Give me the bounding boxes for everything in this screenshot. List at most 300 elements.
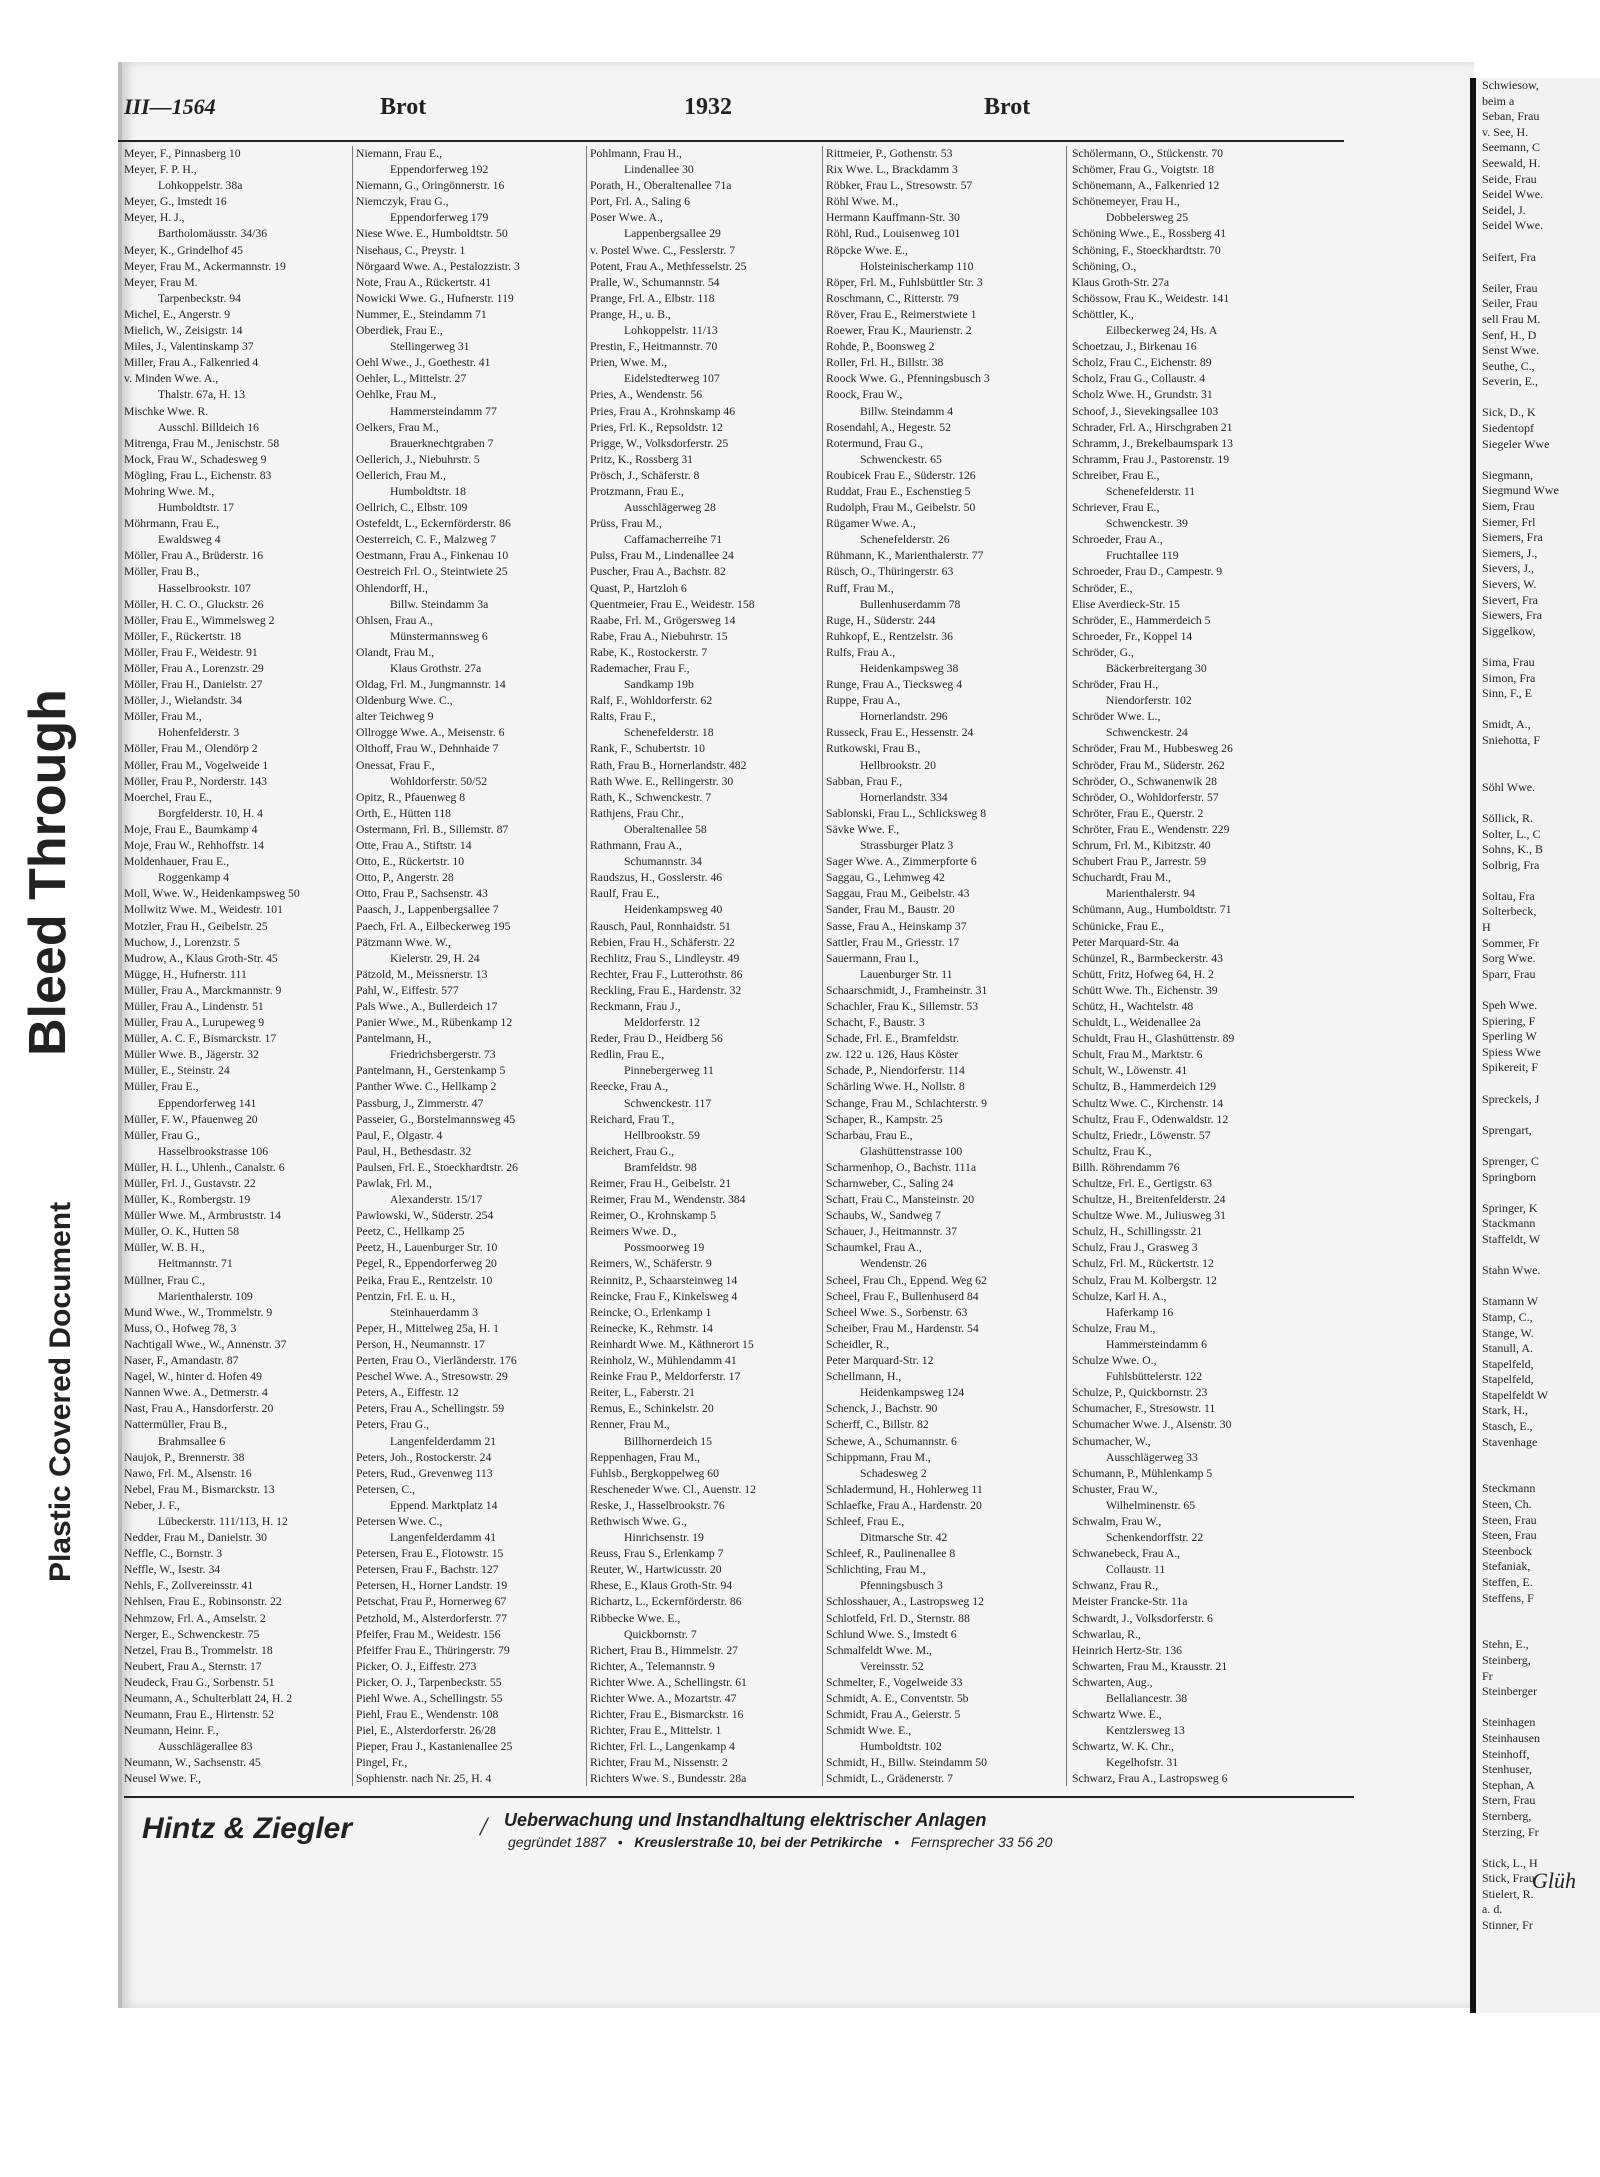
facing-page-entry: Stange, W. [1482, 1325, 1534, 1340]
facing-page-entry: Stefaniak, [1482, 1559, 1531, 1574]
facing-page-entry: Seuthe, C., [1482, 358, 1535, 373]
directory-entry: Scharnweber, C., Saling 24 [826, 1177, 954, 1190]
directory-entry: Saggau, G., Lehmweg 42 [826, 871, 945, 885]
facing-page-entry [1476, 702, 1600, 718]
directory-entry: Piehl Wwe. A., Schellingstr. 55 [356, 1692, 503, 1705]
directory-entry: Richters Wwe. S., Bundesstr. 28a [590, 1772, 747, 1786]
directory-entry: Schleef, R., Paulinenallee 8 [826, 1547, 956, 1561]
directory-entry: Mund Wwe., W., Trommelstr. 9 [124, 1305, 273, 1319]
directory-entry: Neusel Wwe. F., [124, 1772, 202, 1786]
directory-entry: Wilhelminenstr. 65 [1106, 1498, 1196, 1512]
directory-entry: Schlaefke, Frau A., Hardenstr. 20 [826, 1498, 982, 1512]
directory-entry: Meyer, K., Grindelhof 45 [124, 243, 243, 257]
directory-entry: Lauenburger Str. 11 [860, 967, 953, 981]
directory-entry: Peters, Frau A., Schellingstr. 59 [356, 1402, 505, 1416]
directory-entry: Pries, Frau A., Krohnskamp 46 [590, 404, 736, 418]
directory-entry: Möller, Frau A., Lorenzstr. 29 [124, 662, 264, 675]
directory-entry: Schrum, Frl. M., Kibitzstr. 40 [1072, 839, 1211, 853]
directory-entry: Roubicek Frau E., Süderstr. 126 [826, 468, 976, 482]
directory-entry: Prange, Frl. A., Elbstr. 118 [590, 291, 715, 305]
directory-entry: Peetz, H., Lauenburger Str. 10 [356, 1241, 498, 1255]
directory-entry: Rutkowski, Frau B., [826, 742, 921, 756]
facing-page-entry: Seide, Frau [1482, 171, 1537, 186]
facing-page-entry: beim a [1482, 93, 1515, 108]
facing-page-entry [1476, 452, 1600, 468]
directory-entry: Schmidt, H., Billw. Steindamm 50 [826, 1756, 987, 1770]
directory-entry: Lohkoppelstr. 11/13 [624, 324, 718, 338]
directory-entry: Nawo, Frl. M., Alsenstr. 16 [124, 1466, 252, 1480]
directory-entry: Möller, Frau E., Wimmelsweg 2 [124, 613, 275, 627]
directory-entry: Peters, Frau G., [356, 1418, 430, 1432]
directory-entry: Schroeder, Frau D., Campestr. 9 [1072, 565, 1223, 579]
directory-entry: Oldenburg Wwe. C., [356, 694, 453, 708]
directory-entry: Meyer, F. P. H., [124, 163, 197, 177]
facing-page-entry: Stapelfeld, [1482, 1372, 1534, 1387]
directory-entry: Schult, W., Löwenstr. 41 [1072, 1064, 1188, 1078]
directory-entry: Quentmeier, Frau E., Weidestr. 158 [590, 597, 755, 611]
column-divider [586, 146, 587, 1786]
directory-entry: Schange, Frau M., Schlachterstr. 9 [826, 1096, 987, 1110]
directory-entry: Schröter, Frau E., Wendenstr. 229 [1072, 822, 1230, 836]
directory-entry: Remus, E., Schinkelstr. 20 [590, 1402, 714, 1416]
facing-page-entry: Stinner, Fr [1482, 1918, 1533, 1933]
header-year: 1932 [684, 94, 732, 120]
facing-page-entry: Stick, Frau [1482, 1871, 1535, 1886]
directory-entry: Schultz Wwe. C., Kirchenstr. 14 [1072, 1096, 1224, 1110]
directory-entry: Prange, H., u. B., [590, 307, 671, 321]
directory-entry: Schenefelderstr. 26 [860, 533, 950, 547]
directory-entry: Roller, Frl. H., Billstr. 38 [826, 356, 944, 370]
directory-entry: Schenck, J., Bachstr. 90 [826, 1402, 938, 1416]
facing-page-entry [1476, 749, 1600, 765]
directory-entry: Rath Wwe. E., Rellingerstr. 30 [590, 774, 734, 788]
facing-page-entry: Söhl Wwe. [1482, 779, 1536, 794]
directory-entry: Scheel, Frau F., Bullenhuserd 84 [826, 1289, 979, 1303]
directory-entry: Rathjens, Frau Chr., [590, 806, 684, 820]
directory-entry: Pfeifer, Frau M., Weidestr. 156 [356, 1627, 501, 1641]
directory-entry: Protzmann, Frau E., [590, 484, 684, 498]
directory-entry: Rix Wwe. L., Brackdamm 3 [826, 163, 958, 177]
directory-entry: Niendorferstr. 102 [1106, 694, 1192, 708]
facing-page-entry: Steinberg, [1482, 1652, 1531, 1667]
directory-entry: Mock, Frau W., Schadesweg 9 [124, 452, 267, 466]
facing-page-entry: Sperling W [1482, 1029, 1537, 1044]
directory-entry: Schleef, Frau E., [826, 1514, 905, 1528]
facing-page-entry [1476, 265, 1600, 281]
directory-entry: Neudeck, Frau G., Sorbenstr. 51 [124, 1675, 275, 1689]
directory-entry: Neubert, Frau A., Sternstr. 17 [124, 1659, 262, 1673]
directory-entry: Müller, Frau G., [124, 1128, 200, 1142]
facing-page-entry: Stackmann [1482, 1216, 1536, 1231]
directory-entry: Oestreich Frl. O., Steintwiete 25 [356, 565, 508, 579]
facing-page-entry: Stanull, A. [1482, 1341, 1534, 1356]
directory-entry: Nehmzow, Frl. A., Amselstr. 2 [124, 1611, 266, 1625]
directory-entry: Meister Francke-Str. 11a [1072, 1595, 1188, 1609]
directory-entry: Heitmannstr. 71 [158, 1257, 233, 1271]
directory-entry: Roewer, Frau K., Maurienstr. 2 [826, 324, 972, 338]
facing-page-entry: Sievers, J., [1482, 561, 1534, 576]
facing-page-entry: Sima, Frau [1482, 654, 1535, 669]
facing-page-entry: Sievers, W. [1482, 577, 1537, 591]
directory-entry: Pentzin, Frl. E. u. H., [356, 1289, 456, 1303]
directory-entry: Meyer, F., Pinnasberg 10 [124, 147, 241, 160]
directory-entry: Schröter, Frau E., Querstr. 2 [1072, 806, 1204, 820]
directory-entry: Schröder, G., [1072, 645, 1134, 659]
directory-entry: Otto, Frau P., Sachsenstr. 43 [356, 887, 488, 901]
directory-entry: Rudolph, Frau M., Geibelstr. 50 [826, 501, 976, 515]
directory-entry: Otto, E., Rückertstr. 10 [356, 855, 465, 869]
facing-page-entry [1476, 639, 1600, 655]
directory-entry: Schwenckestr. 65 [860, 452, 942, 466]
directory-entry: Paasch, J., Lappenbergsallee 7 [356, 903, 499, 917]
directory-entry: Roschmann, C., Ritterstr. 79 [826, 291, 959, 305]
directory-entry: Eppendorferweg 141 [158, 1096, 257, 1110]
directory-entry: Rulfs, Frau A., [826, 645, 896, 659]
facing-page-entry [1476, 795, 1600, 811]
directory-entry: Wendenstr. 26 [860, 1257, 927, 1271]
directory-entry: Schenkendorffstr. 22 [1106, 1531, 1204, 1545]
directory-entry: Schramm, J., Brekelbaumspark 13 [1072, 436, 1233, 450]
facing-page-entry: Stamp, C., [1482, 1309, 1533, 1324]
directory-entry: Schmidt, A. E., Conventstr. 5b [826, 1692, 969, 1705]
directory-entry: Neumann, A., Schulterblatt 24, H. 2 [124, 1692, 293, 1705]
directory-entry: Hermann Kauffmann-Str. 30 [826, 211, 960, 225]
directory-entry: Pfenningsbusch 3 [860, 1579, 943, 1593]
directory-entry: Petschat, Frau P., Hornerweg 67 [356, 1595, 507, 1609]
facing-page-entry: Sinn, F., E [1482, 686, 1533, 701]
directory-entry: Peter Marquard-Str. 4a [1072, 935, 1179, 949]
directory-entry: Billhornerdeich 15 [624, 1434, 712, 1448]
directory-entry: Schöning Wwe., E., Rossberg 41 [1072, 227, 1227, 241]
facing-page-entry [1476, 1700, 1600, 1716]
directory-entry: Schulze, Karl H. A., [1072, 1289, 1167, 1303]
directory-entry: Rausch, Paul, Ronnhaidstr. 51 [590, 919, 731, 933]
directory-entry: Scheel Wwe. S., Sorbenstr. 63 [826, 1305, 968, 1319]
directory-entry: Miller, Frau A., Falkenried 4 [124, 356, 259, 370]
directory-entry: Petersen, H., Horner Landstr. 19 [356, 1579, 508, 1593]
directory-entry: Schröder Wwe. L., [1072, 710, 1161, 724]
directory-entry: Reckmann, Frau J., [590, 999, 681, 1013]
directory-entry: Möller, H. C. O., Gluckstr. 26 [124, 597, 264, 611]
directory-entry: Röpcke Wwe. E., [826, 243, 908, 257]
directory-entry: Humboldtstr. 102 [860, 1740, 942, 1754]
directory-entry: Pantelmann, H., [356, 1032, 432, 1046]
directory-entry: Schriever, Frau E., [1072, 501, 1160, 515]
directory-entry: Paul, F., Olgastr. 4 [356, 1128, 443, 1142]
directory-entry: Schade, Frl. E., Bramfeldstr. [826, 1032, 960, 1046]
directory-entry: Schwenckestr. 24 [1106, 726, 1188, 740]
directory-entry: Prestin, F., Heitmannstr. 70 [590, 340, 718, 354]
directory-entry: Ruddat, Frau E., Eschenstieg 5 [826, 484, 971, 498]
facing-page-entry: Seban, Frau [1482, 109, 1540, 124]
directory-entry: Pieper, Frau J., Kastanienallee 25 [356, 1740, 513, 1754]
directory-entry: Haferkamp 16 [1106, 1305, 1174, 1319]
directory-entry: Hammersteindamm 77 [390, 404, 497, 418]
directory-entry: Nörgaard Wwe. A., Pestalozzistr. 3 [356, 259, 520, 273]
facing-page-entry: Siewers, Fra [1482, 608, 1542, 623]
facing-page-entry: Steffen, E. [1482, 1575, 1533, 1589]
facing-page [1470, 78, 1600, 2013]
directory-entry: Schoof, J., Sievekingsallee 103 [1072, 404, 1219, 418]
directory-entry: Hornerlandstr. 334 [860, 790, 948, 804]
directory-entry: Sasse, Frau A., Heinskamp 37 [826, 919, 967, 933]
directory-entry: v. Minden Wwe. A., [124, 372, 219, 386]
directory-entry: Oelkers, Frau M., [356, 420, 439, 434]
directory-entry: Piel, E., Alsterdorferstr. 26/28 [356, 1724, 496, 1738]
directory-entry: Schwarten, Aug., [1072, 1675, 1153, 1689]
directory-entry: Puscher, Frau A., Bachstr. 82 [590, 565, 726, 579]
directory-entry: Schuchardt, Frau M., [1072, 871, 1172, 885]
directory-entry: Röper, Frl. M., Fuhlsbüttler Str. 3 [826, 275, 983, 289]
facing-page-entry [1476, 764, 1600, 780]
directory-entry: Marienthalerstr. 109 [158, 1289, 253, 1303]
facing-page-entry: Steffens, F [1482, 1590, 1534, 1605]
directory-entry: Schwardt, J., Volksdorferstr. 6 [1072, 1611, 1213, 1625]
header-keyword-left: Brot [380, 94, 427, 120]
directory-entry: Pritz, K., Rossberg 31 [590, 452, 694, 466]
facing-page-entry: Sorg Wwe. [1482, 951, 1536, 966]
directory-entry: Sabban, Frau F., [826, 774, 903, 788]
directory-entry: Peetz, C., Hellkamp 25 [356, 1225, 465, 1239]
directory-entry: Poser Wwe. A., [590, 211, 663, 225]
directory-entry: Eppendorferweg 179 [390, 211, 489, 225]
facing-page-entry: Seiler, Frau [1482, 296, 1538, 311]
directory-entry: Sophienstr. nach Nr. 25, H. 4 [356, 1772, 492, 1786]
directory-entry: Heidenkampsweg 38 [860, 662, 959, 675]
directory-entry: Schröder, O., Schwanenwik 28 [1072, 774, 1217, 788]
directory-entry: Paul, H., Bethesdastr. 32 [356, 1144, 472, 1158]
directory-entry: Prösch, J., Schäferstr. 8 [590, 468, 700, 482]
directory-entry: Pawlak, Frl. M., [356, 1177, 432, 1190]
facing-page-entry: Spreckels, J [1482, 1091, 1540, 1106]
directory-entry: Schwarten, Frau M., Krausstr. 21 [1072, 1659, 1228, 1673]
facing-page-entry: Speh Wwe. [1482, 998, 1538, 1013]
directory-entry: Schönemann, A., Falkenried 12 [1072, 179, 1220, 193]
facing-page-entry [1476, 234, 1600, 250]
directory-entry: Müller, F. W., Pfauenweg 20 [124, 1112, 258, 1126]
directory-entry: Porath, H., Oberaltenallee 71a [590, 179, 732, 193]
facing-page-entry: Stamann W [1482, 1294, 1539, 1309]
ad-address: Kreuslerstraße 10, bei der Petrikirche [634, 1834, 883, 1850]
directory-entry: alter Teichweg 9 [356, 710, 434, 724]
directory-entry: Passburg, J., Zimmerstr. 47 [356, 1096, 484, 1110]
directory-entry: Pries, Frl. K., Repsoldstr. 12 [590, 420, 723, 434]
directory-entry: Schultze, Frl. E., Gertigstr. 63 [1072, 1177, 1212, 1190]
directory-entry: Rittmeier, P., Gothenstr. 53 [826, 147, 953, 160]
directory-entry: Kielerstr. 29, H. 24 [390, 951, 480, 965]
ad-tagline: Ueberwachung und Instandhaltung elektrischer Anlagen [504, 1810, 987, 1830]
facing-page-entry: H [1482, 920, 1491, 935]
directory-entry: Schütz, H., Wachtelstr. 48 [1072, 999, 1194, 1013]
facing-page-entry: Senf, H., D [1482, 327, 1537, 342]
directory-entry: Reimers, W., Schäferstr. 9 [590, 1257, 712, 1271]
directory-entry: Rabe, Frau A., Niebuhrstr. 15 [590, 629, 728, 643]
directory-entry: Ausschlägerweg 33 [1106, 1450, 1198, 1464]
directory-entry: Schreiber, Frau E., [1072, 468, 1160, 482]
facing-page-entry: Stenhuser, [1482, 1762, 1532, 1777]
directory-entry: Runge, Frau A., Tiecksweg 4 [826, 678, 963, 692]
directory-entry: Neumann, Frau E., Hirtenstr. 52 [124, 1708, 274, 1722]
directory-entry: Schütt Wwe. Th., Eichenstr. 39 [1072, 983, 1218, 997]
directory-entry: Bäckerbreitergang 30 [1106, 662, 1207, 675]
directory-entry: Mischke Wwe. R. [124, 404, 209, 418]
directory-entry: Nast, Frau A., Hansdorferstr. 20 [124, 1402, 274, 1416]
directory-entry: Schröder, E., Hammerdeich 5 [1072, 613, 1211, 627]
directory-entry: Oellerich, J., Niebuhrstr. 5 [356, 452, 480, 466]
directory-column-3 [590, 146, 822, 1786]
directory-entry: Humboldtstr. 17 [158, 501, 234, 515]
directory-entry: Reichert, Frau G., [590, 1144, 675, 1158]
facing-page-entry [1476, 1466, 1600, 1482]
facing-page-entry: Spiess Wwe [1482, 1044, 1541, 1059]
directory-entry: Mügge, H., Hufnerstr. 111 [124, 967, 247, 981]
directory-entry: Opitz, R., Pfauenweg 8 [356, 790, 466, 804]
directory-entry: Strassburger Platz 3 [860, 839, 954, 853]
directory-entry: Billw. Steindamm 3a [390, 597, 489, 611]
facing-page-entry: Seidel Wwe. [1482, 187, 1544, 202]
directory-entry: Brauerknechtgraben 7 [390, 436, 494, 450]
directory-entry: Reppenhagen, Frau M., [590, 1450, 701, 1464]
facing-page-entry: Siemers, J., [1482, 545, 1538, 560]
column-divider [352, 146, 353, 1786]
directory-entry: Niese Wwe. E., Humboldtstr. 50 [356, 227, 508, 241]
directory-entry: Reinecke, K., Rehmstr. 14 [590, 1321, 714, 1335]
directory-entry: Fruchtallee 119 [1106, 549, 1179, 563]
facing-page-entry [1476, 1622, 1600, 1638]
directory-entry: Miles, J., Valentinskamp 37 [124, 340, 254, 354]
facing-page-entry: Sterzing, Fr [1482, 1824, 1539, 1839]
facing-page-entry: Senst Wwe. [1482, 343, 1540, 358]
directory-entry: Ralf, F., Wohldorferstr. 62 [590, 694, 713, 708]
directory-entry: Otte, Frau A., Stiftstr. 14 [356, 839, 472, 853]
directory-entry: Pries, A., Wendenstr. 56 [590, 388, 703, 402]
directory-entry: Schladermund, H., Hohlerweg 11 [826, 1482, 983, 1496]
directory-entry: Prigge, W., Volksdorferstr. 25 [590, 436, 729, 450]
facing-page-entry: Steinhagen [1482, 1715, 1536, 1730]
directory-entry: Scholz, Frau G., Collaustr. 4 [1072, 372, 1206, 386]
facing-page-entry: Steenbock [1482, 1543, 1532, 1558]
directory-entry: Rohde, P., Boonsweg 2 [826, 340, 935, 354]
directory-entry: Brahmsallee 6 [158, 1434, 226, 1448]
directory-entry: Schenefelderstr. 18 [624, 726, 714, 740]
directory-entry: Bramfeldstr. 98 [624, 1160, 697, 1174]
directory-entry: Fuhlsb., Bergkoppelweg 60 [590, 1466, 719, 1480]
directory-entry: Orth, E., Hütten 118 [356, 806, 452, 820]
directory-entry: Schaumkel, Frau A., [826, 1241, 922, 1255]
directory-entry: Reimer, O., Krohnskamp 5 [590, 1209, 717, 1223]
directory-entry: Schulz, H., Schillingsstr. 21 [1072, 1225, 1203, 1239]
directory-column-5 [1072, 146, 1304, 1786]
directory-entry: Rath, Frau B., Hornerlandstr. 482 [590, 758, 747, 772]
directory-entry: Holsteinischerkamp 110 [860, 259, 974, 273]
directory-entry: Müller Wwe. M., Armbruststr. 14 [124, 1209, 281, 1223]
directory-entry: Pulss, Frau M., Lindenallee 24 [590, 549, 734, 563]
directory-entry: Schröder, Frau M., Süderstr. 262 [1072, 758, 1225, 772]
directory-entry: Netzel, Frau B., Trommelstr. 18 [124, 1643, 273, 1657]
directory-entry: Schadesweg 2 [860, 1466, 927, 1480]
facing-page-footer: Glüh [1532, 1868, 1576, 1893]
directory-entry: Müller, Frau A., Lindenstr. 51 [124, 999, 264, 1013]
facing-page-entry [1476, 873, 1600, 889]
directory-entry: Moerchel, Frau E., [124, 790, 212, 804]
directory-entry: Schachler, Frau K., Sillemstr. 53 [826, 999, 979, 1013]
directory-entry: Nowicki Wwe. G., Hufnerstr. 119 [356, 291, 514, 305]
directory-entry: Oestmann, Frau A., Finkenau 10 [356, 549, 509, 563]
directory-entry: Schröder, Frau H., [1072, 678, 1159, 692]
directory-entry: Oldag, Frl. M., Jungmannstr. 14 [356, 678, 506, 692]
directory-entry: Moldenhauer, Frau E., [124, 855, 230, 869]
directory-entry: Kentzlersweg 13 [1106, 1724, 1185, 1738]
directory-entry: Perten, Frau O., Vierländerstr. 176 [356, 1354, 517, 1368]
directory-entry: Reiter, L., Faberstr. 21 [590, 1386, 696, 1400]
header-rule [118, 140, 1344, 142]
directory-entry: Lübeckerstr. 111/113, H. 12 [158, 1514, 288, 1528]
directory-entry: Panther Wwe. C., Hellkamp 2 [356, 1080, 497, 1094]
directory-entry: Richter, Frl. L., Langenkamp 4 [590, 1740, 735, 1754]
column-divider [822, 146, 823, 1786]
directory-entry: Müller, E., Steinstr. 24 [124, 1064, 230, 1078]
directory-entry: Schade, P., Niendorferstr. 114 [826, 1064, 965, 1078]
directory-entry: Mielich, W., Zeisigstr. 14 [124, 324, 243, 338]
facing-page-entry [1476, 1185, 1600, 1201]
directory-entry: Schumacher, F., Stresowstr. 11 [1072, 1402, 1216, 1416]
directory-entry: Peschel Wwe. A., Stresowstr. 29 [356, 1370, 508, 1384]
directory-entry: Ausschlägerweg 28 [624, 501, 716, 515]
directory-entry: Richter Wwe. A., Schellingstr. 61 [590, 1675, 747, 1689]
directory-entry: Heidenkampsweg 40 [624, 903, 723, 917]
directory-entry: Michel, E., Angerstr. 9 [124, 307, 231, 321]
directory-entry: Rebien, Frau H., Schäferstr. 22 [590, 935, 735, 949]
directory-entry: Oellrich, C., Elbstr. 109 [356, 501, 468, 515]
directory-entry: Schumannstr. 34 [624, 855, 702, 869]
directory-entry: Möller, Frau F., Weidestr. 91 [124, 645, 258, 659]
facing-page-entry [1476, 1840, 1600, 1856]
directory-entry: Schössow, Frau K., Weidestr. 141 [1072, 291, 1230, 305]
directory-entry: Pätzmann Wwe. W., [356, 935, 451, 949]
facing-page-entry: Seifert, Fra [1482, 249, 1536, 264]
directory-entry: Nagel, W., hinter d. Hofen 49 [124, 1370, 262, 1384]
directory-entry: Rühmann, K., Marienthalerstr. 77 [826, 549, 984, 563]
directory-entry: Schippmann, Frau M., [826, 1450, 931, 1464]
directory-entry: Elise Averdieck-Str. 15 [1072, 597, 1180, 611]
directory-entry: Möller, F., Rückertstr. 18 [124, 629, 242, 643]
directory-entry: Schmidt, L., Grädenerstr. 7 [826, 1772, 953, 1786]
directory-entry: Nedder, Frau M., Danielstr. 30 [124, 1531, 267, 1545]
directory-entry: Marienthalerstr. 94 [1106, 887, 1195, 901]
directory-entry: Schöning, O., [1072, 259, 1137, 273]
directory-entry: Ruhkopf, E., Rentzelstr. 36 [826, 629, 953, 643]
facing-page-entry: Siegeler Wwe [1482, 436, 1550, 451]
facing-page-entry: Schwiesow, [1482, 78, 1539, 92]
directory-entry: Hornerlandstr. 296 [860, 710, 948, 724]
directory-entry: Lohkoppelstr. 38a [158, 179, 243, 193]
directory-entry: Kegelhofstr. 31 [1106, 1756, 1179, 1770]
directory-entry: Schulze, Frau M., [1072, 1321, 1156, 1335]
directory-entry: Roggenkamp 4 [158, 871, 230, 885]
directory-entry: Mollwitz Wwe. M., Weidestr. 101 [124, 903, 283, 917]
directory-entry: Collaustr. 11 [1106, 1563, 1166, 1577]
directory-entry: Reder, Frau D., Heidberg 56 [590, 1032, 723, 1046]
directory-entry: Ohlendorff, H., [356, 581, 428, 595]
directory-entry: Langenfelderdamm 41 [390, 1531, 497, 1545]
directory-entry: Thalstr. 67a, H. 13 [158, 388, 245, 402]
directory-entry: Schmalfeldt Wwe. M., [826, 1643, 932, 1657]
facing-page-entry: Springer, K [1482, 1200, 1538, 1215]
directory-entry: Schöttler, K., [1072, 307, 1134, 321]
directory-entry: Rabe, K., Rostockerstr. 7 [590, 645, 708, 659]
directory-entry: Billw. Steindamm 4 [860, 404, 954, 418]
facing-page-entry: Smidt, A., [1482, 717, 1531, 732]
